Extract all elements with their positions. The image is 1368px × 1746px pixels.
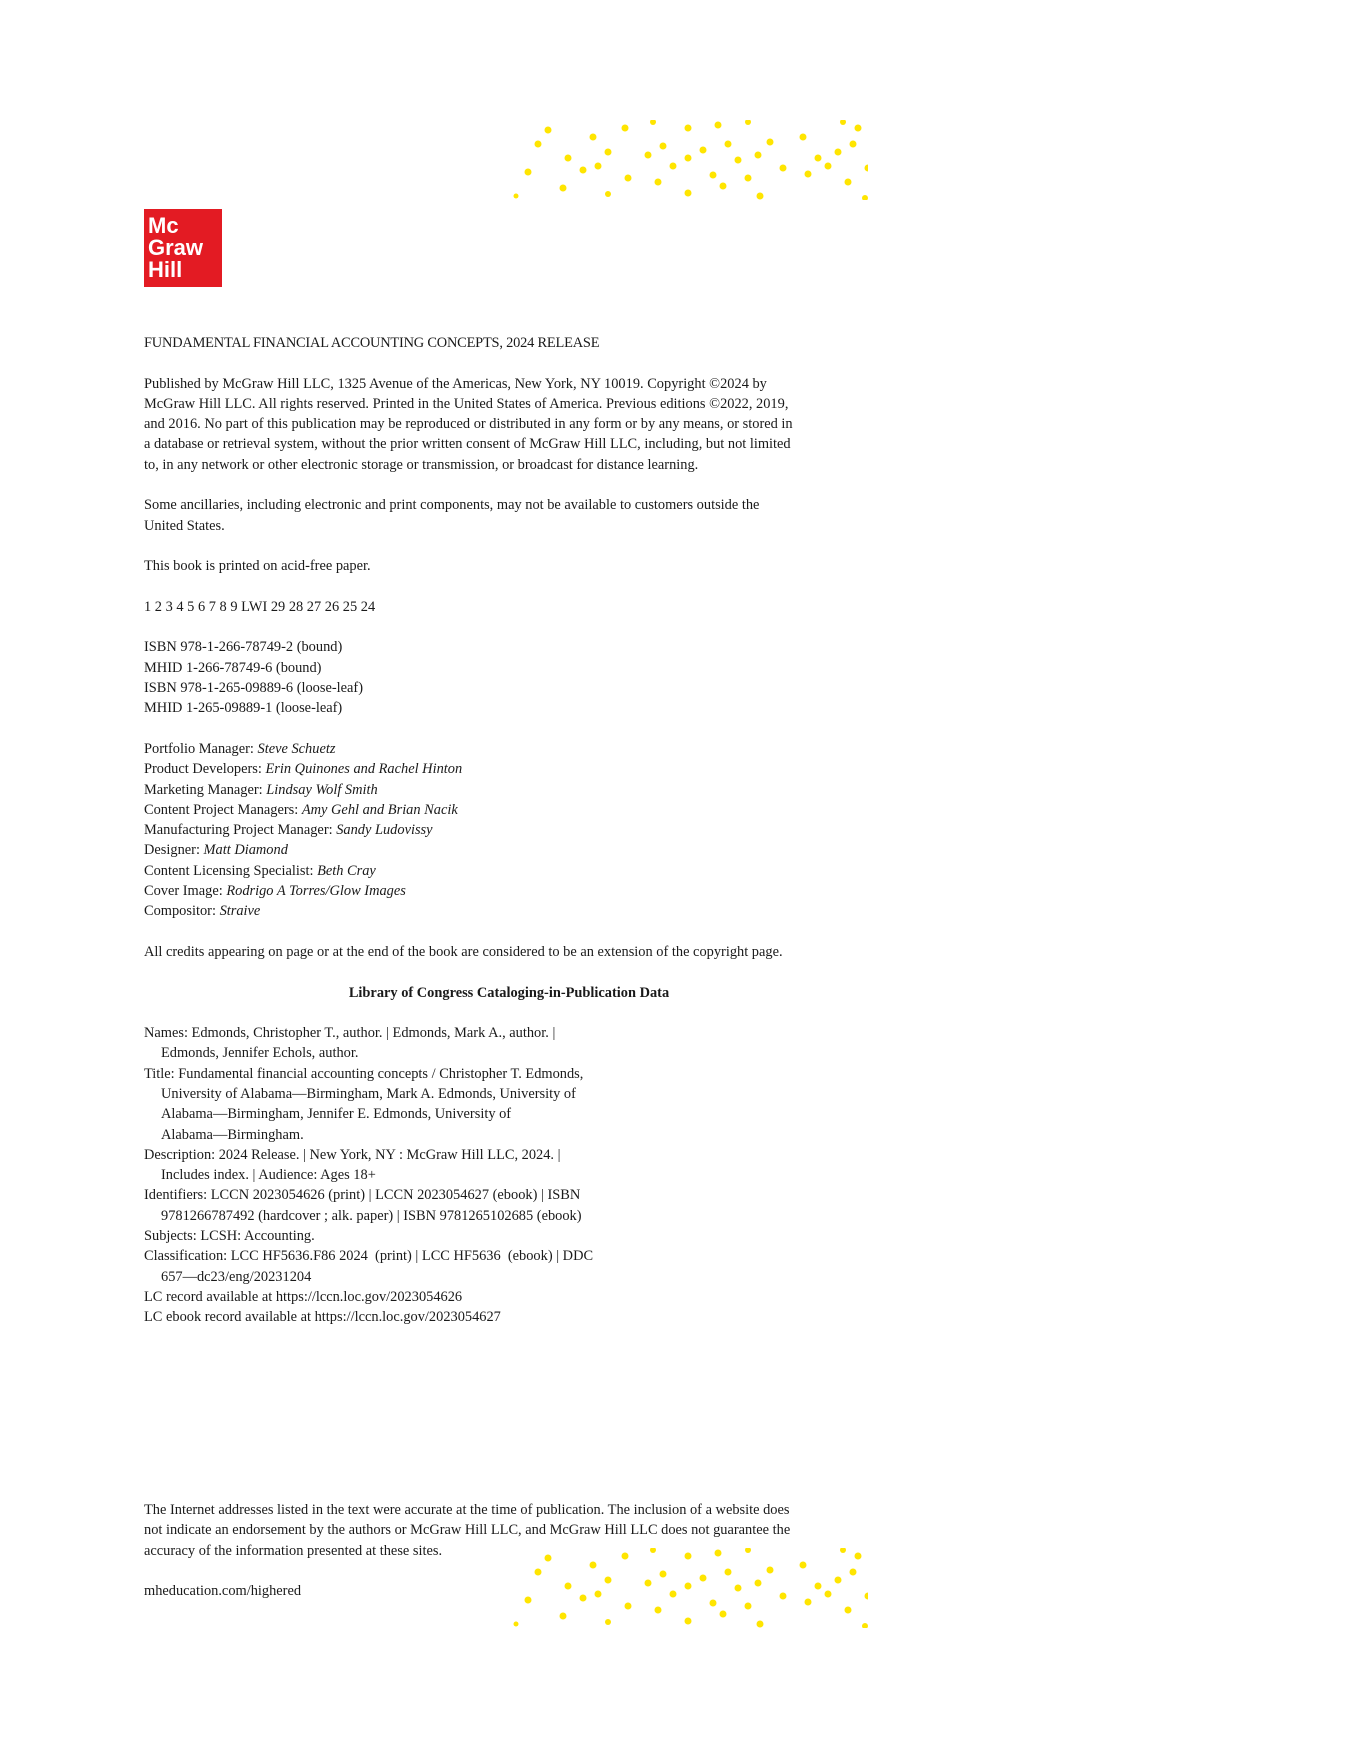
credit-line xyxy=(144,739,874,759)
cip-line: Classification: LCC HF5636.F86 2024 (print) | LCC HF5636 (ebook) | DDC xyxy=(144,1248,594,1265)
cip-line: Description: 2024 Release. | New York, NY : McGraw Hill LLC, 2024. | xyxy=(144,1146,561,1163)
credit-name: Matt Diamond xyxy=(203,842,288,859)
logo-line-1: Mc xyxy=(148,213,179,238)
ancillaries-paragraph xyxy=(144,495,874,536)
internet-line: accuracy of the information presented at these sites. xyxy=(144,1542,443,1559)
publisher-line: a database or retrieval system, without the prior written consent of McGraw Hill LLC, including, but not limited xyxy=(144,436,791,453)
logo-line-2: Graw xyxy=(148,235,204,260)
cip-line: University of Alabama—Birmingham, Mark A. Edmonds, University of xyxy=(161,1085,576,1102)
cip-line: LC record available at https://lccn.loc.gov/2023054626 xyxy=(144,1288,463,1305)
ancillaries-line: Some ancillaries, including electronic and print components, may not be available to customers outside the xyxy=(144,497,760,514)
ancillaries-line: United States. xyxy=(144,517,225,534)
dots-pattern-bottom xyxy=(508,1548,868,1628)
credit-name: Erin Quinones and Rachel Hinton xyxy=(265,761,463,778)
credit-role: Content Project Managers: xyxy=(144,801,302,818)
credit-name: Rodrigo A Torres/Glow Images xyxy=(226,883,406,900)
credit-role: Manufacturing Project Manager: xyxy=(144,822,337,839)
credit-name: Amy Gehl and Brian Nacik xyxy=(301,801,458,818)
credit-name: Sandy Ludovissy xyxy=(336,822,433,839)
publisher-paragraph xyxy=(144,374,874,475)
cip-line: 9781266787492 (hardcover ; alk. paper) | ISBN 9781265102685 (ebook) xyxy=(161,1207,582,1224)
publisher-line: to, in any network or other electronic storage or transmission, or broadcast for distance learning. xyxy=(144,456,699,473)
acid-free-note: This book is printed on acid-free paper. xyxy=(144,558,371,575)
credit-name: Steve Schuetz xyxy=(257,740,336,757)
book-title: FUNDAMENTAL FINANCIAL ACCOUNTING CONCEPTS, 2024 RELEASE xyxy=(144,335,600,351)
credit-line xyxy=(144,800,874,820)
credit-line xyxy=(144,901,874,921)
cip-line: Names: Edmonds, Christopher T., author. | Edmonds, Mark A., author. | xyxy=(144,1025,556,1042)
credit-role: Marketing Manager: xyxy=(144,781,267,798)
credits-note: All credits appearing on page or at the end of the book are considered to be an extension of the copyright page. xyxy=(144,943,783,960)
logo-mark xyxy=(144,209,222,287)
credit-role: Cover Image: xyxy=(144,883,227,900)
credit-line xyxy=(144,759,874,779)
internet-line: The Internet addresses listed in the text were accurate at the time of publication. The inclusion of a website does xyxy=(144,1502,790,1518)
cip-line: Identifiers: LCCN 2023054626 (print) | LCCN 2023054627 (ebook) | ISBN xyxy=(144,1187,581,1204)
cip-heading: Library of Congress Cataloging-in-Publication Data xyxy=(348,984,670,1001)
credit-name: Lindsay Wolf Smith xyxy=(266,781,378,798)
isbn-list xyxy=(144,637,874,718)
publisher-line: Published by McGraw Hill LLC, 1325 Avenue of the Americas, New York, NY 10019. Copyright ©2024 by xyxy=(144,375,767,392)
cip-line: Alabama—Birmingham, Jennifer E. Edmonds, University of xyxy=(161,1106,512,1123)
credit-line xyxy=(144,780,874,800)
dots-pattern-top xyxy=(508,120,868,200)
decorative-dots-top xyxy=(508,120,868,200)
credits-list xyxy=(144,739,874,922)
isbn-line: MHID 1-265-09889-1 (loose-leaf) xyxy=(144,700,343,717)
credit-name: Beth Cray xyxy=(317,862,376,879)
website-url: mheducation.com/highered xyxy=(144,1583,302,1600)
isbn-line: ISBN 978-1-266-78749-2 (bound) xyxy=(144,639,343,656)
cip-line: Subjects: LCSH: Accounting. xyxy=(144,1228,315,1245)
cip-line: 657—dc23/eng/20231204 xyxy=(161,1268,312,1285)
cip-line: LC ebook record available at https://lccn.loc.gov/2023054627 xyxy=(144,1309,501,1326)
isbn-line: MHID 1-266-78749-6 (bound) xyxy=(144,659,322,676)
copyright-content xyxy=(144,333,874,1328)
decorative-dots-bottom xyxy=(508,1548,868,1628)
credit-role: Product Developers: xyxy=(144,761,266,778)
publisher-line: McGraw Hill LLC. All rights reserved. Printed in the United States of America. Previous editions ©2022, 2019, xyxy=(144,395,789,412)
isbn-line: ISBN 978-1-265-09889-6 (loose-leaf) xyxy=(144,680,364,697)
credit-name: Straive xyxy=(219,903,261,920)
cip-block xyxy=(144,1023,874,1327)
mcgraw-hill-logo xyxy=(144,209,222,287)
credit-role: Content Licensing Specialist: xyxy=(144,862,318,879)
cip-line: Includes index. | Audience: Ages 18+ xyxy=(161,1167,376,1184)
cip-line: Title: Fundamental financial accounting concepts / Christopher T. Edmonds, xyxy=(144,1065,584,1082)
credit-line xyxy=(144,820,874,840)
cip-line: Alabama—Birmingham. xyxy=(161,1126,304,1143)
cip-line: Edmonds, Jennifer Echols, author. xyxy=(161,1045,359,1062)
credit-line xyxy=(144,881,874,901)
credit-role: Portfolio Manager: xyxy=(144,740,258,757)
logo-line-3: Hill xyxy=(148,257,183,282)
publisher-line: and 2016. No part of this publication may be reproduced or distributed in any form or by any means, or stored in xyxy=(144,416,793,433)
credit-line xyxy=(144,861,874,881)
print-line: 1 2 3 4 5 6 7 8 9 LWI 29 28 27 26 25 24 xyxy=(144,598,376,615)
credit-role: Designer: xyxy=(144,842,204,859)
internet-line: not indicate an endorsement by the authors or McGraw Hill LLC, and McGraw Hill LLC does not guarantee the xyxy=(144,1522,791,1539)
credit-line xyxy=(144,840,874,860)
credit-role: Compositor: xyxy=(144,903,220,920)
